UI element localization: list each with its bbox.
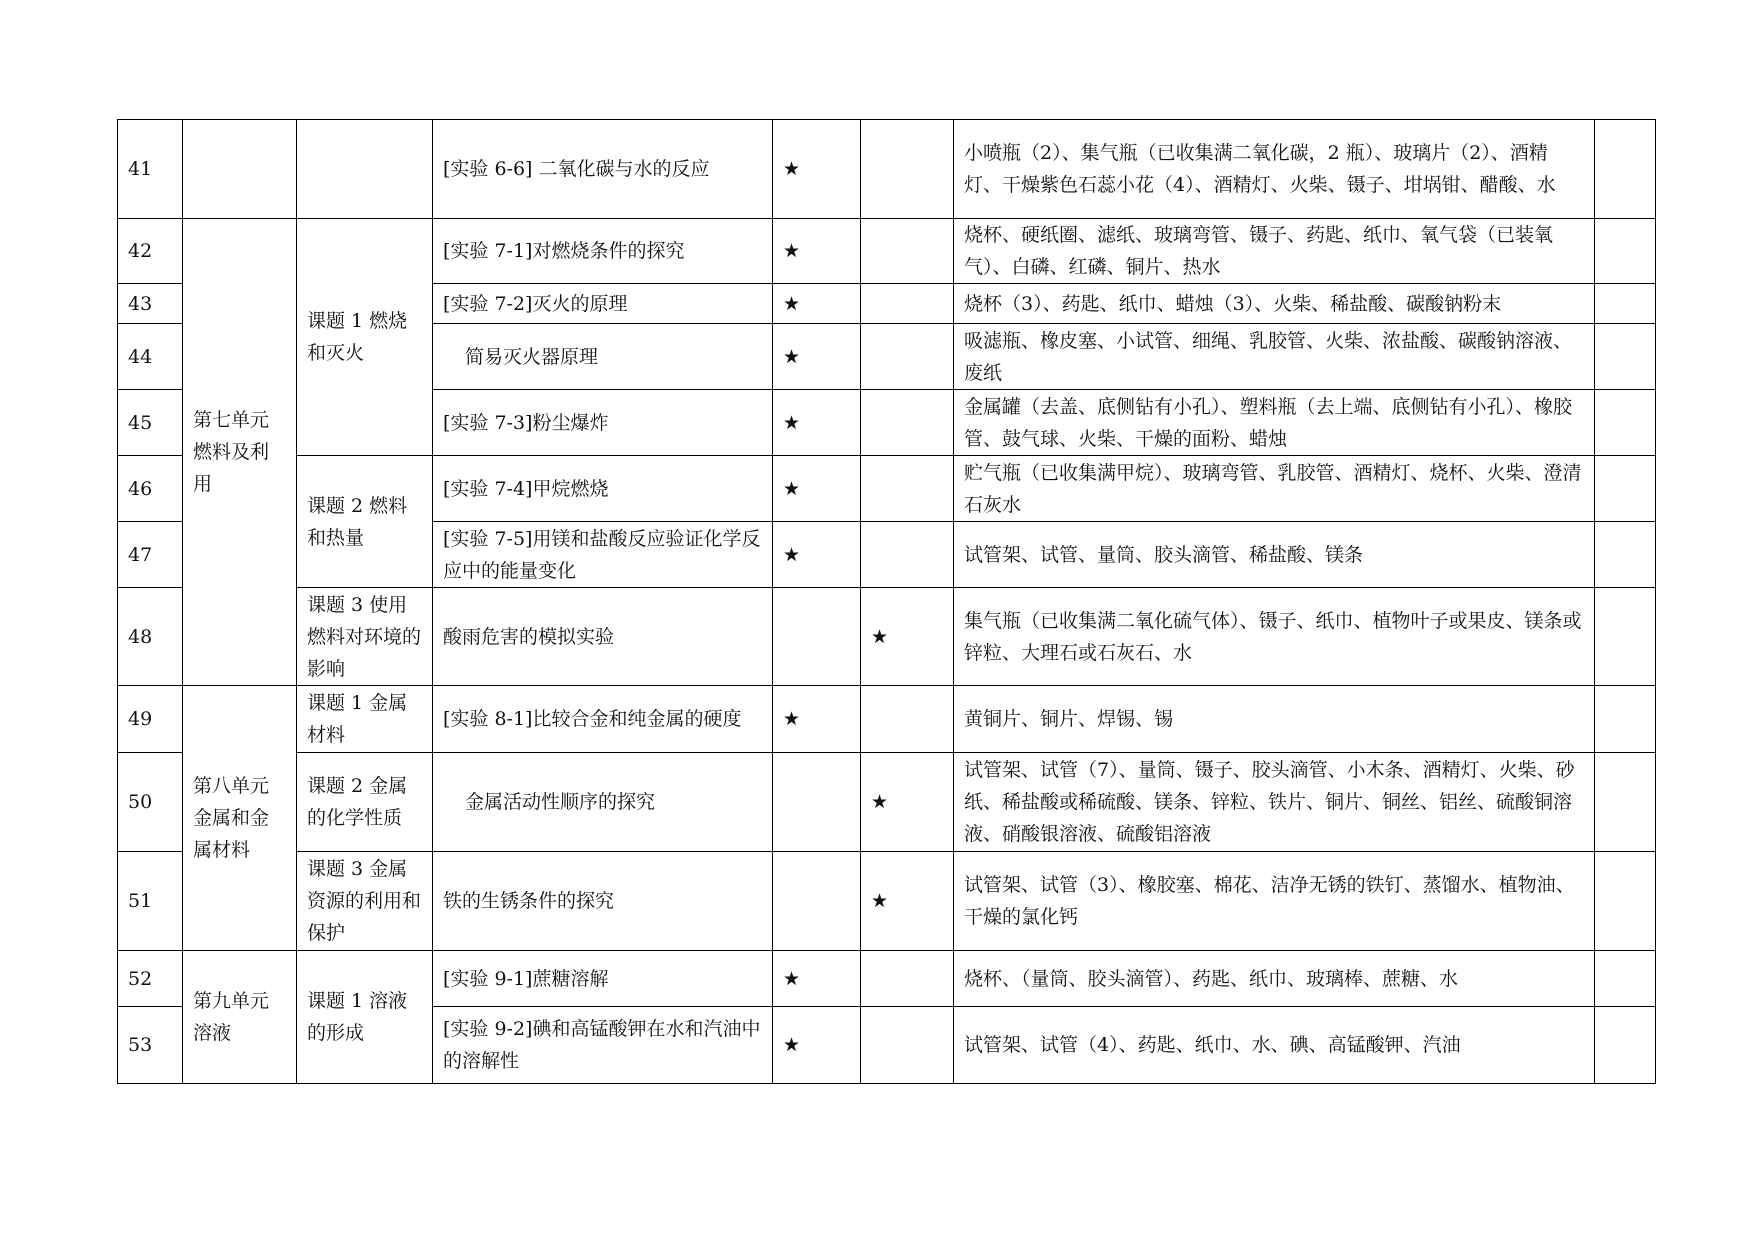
row-number: 46 — [118, 456, 183, 522]
group-star-cell — [861, 686, 954, 753]
remark-cell — [1595, 686, 1656, 753]
demo-star-mark: ★ — [773, 951, 861, 1007]
demo-star-mark: ★ — [773, 284, 861, 324]
remark-cell — [1595, 284, 1656, 324]
demo-star-mark: ★ — [773, 390, 861, 456]
group-star-cell — [861, 951, 954, 1007]
experiment-name: [实验 9-2]碘和高锰酸钾在水和汽油中的溶解性 — [433, 1007, 773, 1084]
equipment-list: 集气瓶（已收集满二氧化硫气体）、镊子、纸巾、植物叶子或果皮、镁条或锌粒、大理石或石灰石、水 — [954, 588, 1595, 686]
row-number: 50 — [118, 753, 183, 852]
experiment-table — [117, 119, 1656, 1084]
row-number: 53 — [118, 1007, 183, 1084]
group-star-cell — [861, 120, 954, 219]
unit-name: 第八单元金属和金属材料 — [183, 686, 297, 951]
experiment-name: 简易灭火器原理 — [433, 324, 773, 390]
remark-cell — [1595, 219, 1656, 284]
topic-cell — [297, 120, 433, 219]
group-star-cell — [861, 324, 954, 390]
group-star-mark: ★ — [861, 852, 954, 951]
demo-star-mark: ★ — [773, 219, 861, 284]
row-number: 43 — [118, 284, 183, 324]
experiment-name: 铁的生锈条件的探究 — [433, 852, 773, 951]
row-number: 42 — [118, 219, 183, 284]
experiment-name: [实验 9-1]蔗糖溶解 — [433, 951, 773, 1007]
demo-star-mark: ★ — [773, 324, 861, 390]
demo-star-mark: ★ — [773, 686, 861, 753]
topic-name: 课题 3 使用燃料对环境的影响 — [297, 588, 433, 686]
table-row — [118, 219, 1656, 284]
demo-star-mark: ★ — [773, 456, 861, 522]
remark-cell — [1595, 1007, 1656, 1084]
equipment-list: 烧杯（3）、药匙、纸巾、蜡烛（3）、火柴、稀盐酸、碳酸钠粉末 — [954, 284, 1595, 324]
row-number: 41 — [118, 120, 183, 219]
group-star-cell — [861, 219, 954, 284]
remark-cell — [1595, 852, 1656, 951]
row-number: 49 — [118, 686, 183, 753]
table-row — [118, 686, 1656, 753]
remark-cell — [1595, 522, 1656, 588]
topic-name: 课题 2 燃料和热量 — [297, 456, 433, 588]
equipment-list: 黄铜片、铜片、焊锡、锡 — [954, 686, 1595, 753]
table-row — [118, 588, 1656, 686]
demo-star-mark: ★ — [773, 522, 861, 588]
experiment-name: [实验 8-1]比较合金和纯金属的硬度 — [433, 686, 773, 753]
equipment-list: 试管架、试管（7）、量筒、镊子、胶头滴管、小木条、酒精灯、火柴、砂纸、稀盐酸或稀硫酸、镁条、锌粒、铁片、铜片、铜丝、铝丝、硫酸铜溶液、硝酸银溶液、硫酸铝溶液 — [954, 753, 1595, 852]
equipment-list: 烧杯、（量筒、胶头滴管）、药匙、纸巾、玻璃棒、蔗糖、水 — [954, 951, 1595, 1007]
remark-cell — [1595, 390, 1656, 456]
group-star-mark: ★ — [861, 588, 954, 686]
group-star-cell — [861, 456, 954, 522]
equipment-list: 试管架、试管（3）、橡胶塞、棉花、洁净无锈的铁钉、蒸馏水、植物油、干燥的氯化钙 — [954, 852, 1595, 951]
group-star-cell — [861, 390, 954, 456]
experiment-name: [实验 7-1]对燃烧条件的探究 — [433, 219, 773, 284]
remark-cell — [1595, 951, 1656, 1007]
topic-name: 课题 1 金属材料 — [297, 686, 433, 753]
experiment-name: [实验 6-6] 二氧化碳与水的反应 — [433, 120, 773, 219]
row-number: 47 — [118, 522, 183, 588]
remark-cell — [1595, 588, 1656, 686]
group-star-mark: ★ — [861, 753, 954, 852]
remark-cell — [1595, 120, 1656, 219]
experiment-name: [实验 7-3]粉尘爆炸 — [433, 390, 773, 456]
demo-star-cell — [773, 852, 861, 951]
group-star-cell — [861, 284, 954, 324]
table-row — [118, 120, 1656, 219]
equipment-list: 吸滤瓶、橡皮塞、小试管、细绳、乳胶管、火柴、浓盐酸、碳酸钠溶液、废纸 — [954, 324, 1595, 390]
group-star-cell — [861, 522, 954, 588]
row-number: 48 — [118, 588, 183, 686]
demo-star-cell — [773, 588, 861, 686]
demo-star-mark: ★ — [773, 120, 861, 219]
remark-cell — [1595, 324, 1656, 390]
row-number: 44 — [118, 324, 183, 390]
topic-name: 课题 2 金属的化学性质 — [297, 753, 433, 852]
table-row — [118, 951, 1656, 1007]
demo-star-mark: ★ — [773, 1007, 861, 1084]
equipment-list: 小喷瓶（2）、集气瓶（已收集满二氧化碳，2 瓶）、玻璃片（2）、酒精灯、干燥紫色石蕊小花（4）、酒精灯、火柴、镊子、坩埚钳、醋酸、水 — [954, 120, 1595, 219]
topic-name: 课题 1 溶液的形成 — [297, 951, 433, 1084]
table-row — [118, 753, 1656, 852]
experiment-name: [实验 7-5]用镁和盐酸反应验证化学反应中的能量变化 — [433, 522, 773, 588]
equipment-list: 试管架、试管、量筒、胶头滴管、稀盐酸、镁条 — [954, 522, 1595, 588]
experiment-name: [实验 7-4]甲烷燃烧 — [433, 456, 773, 522]
row-number: 51 — [118, 852, 183, 951]
row-number: 52 — [118, 951, 183, 1007]
topic-name: 课题 1 燃烧和灭火 — [297, 219, 433, 456]
experiment-name: 金属活动性顺序的探究 — [433, 753, 773, 852]
row-number: 45 — [118, 390, 183, 456]
unit-cell — [183, 120, 297, 219]
table-row — [118, 456, 1656, 522]
topic-name: 课题 3 金属资源的利用和保护 — [297, 852, 433, 951]
table-row — [118, 852, 1656, 951]
equipment-list: 烧杯、硬纸圈、滤纸、玻璃弯管、镊子、药匙、纸巾、氧气袋（已装氧气）、白磷、红磷、铜片、热水 — [954, 219, 1595, 284]
unit-name: 第七单元燃料及利用 — [183, 219, 297, 686]
remark-cell — [1595, 753, 1656, 852]
group-star-cell — [861, 1007, 954, 1084]
remark-cell — [1595, 456, 1656, 522]
equipment-list: 贮气瓶（已收集满甲烷）、玻璃弯管、乳胶管、酒精灯、烧杯、火柴、澄清石灰水 — [954, 456, 1595, 522]
experiment-name: [实验 7-2]灭火的原理 — [433, 284, 773, 324]
equipment-list: 金属罐（去盖、底侧钻有小孔）、塑料瓶（去上端、底侧钻有小孔）、橡胶管、鼓气球、火柴、干燥的面粉、蜡烛 — [954, 390, 1595, 456]
equipment-list: 试管架、试管（4）、药匙、纸巾、水、碘、高锰酸钾、汽油 — [954, 1007, 1595, 1084]
demo-star-cell — [773, 753, 861, 852]
experiment-name: 酸雨危害的模拟实验 — [433, 588, 773, 686]
unit-name: 第九单元溶液 — [183, 951, 297, 1084]
